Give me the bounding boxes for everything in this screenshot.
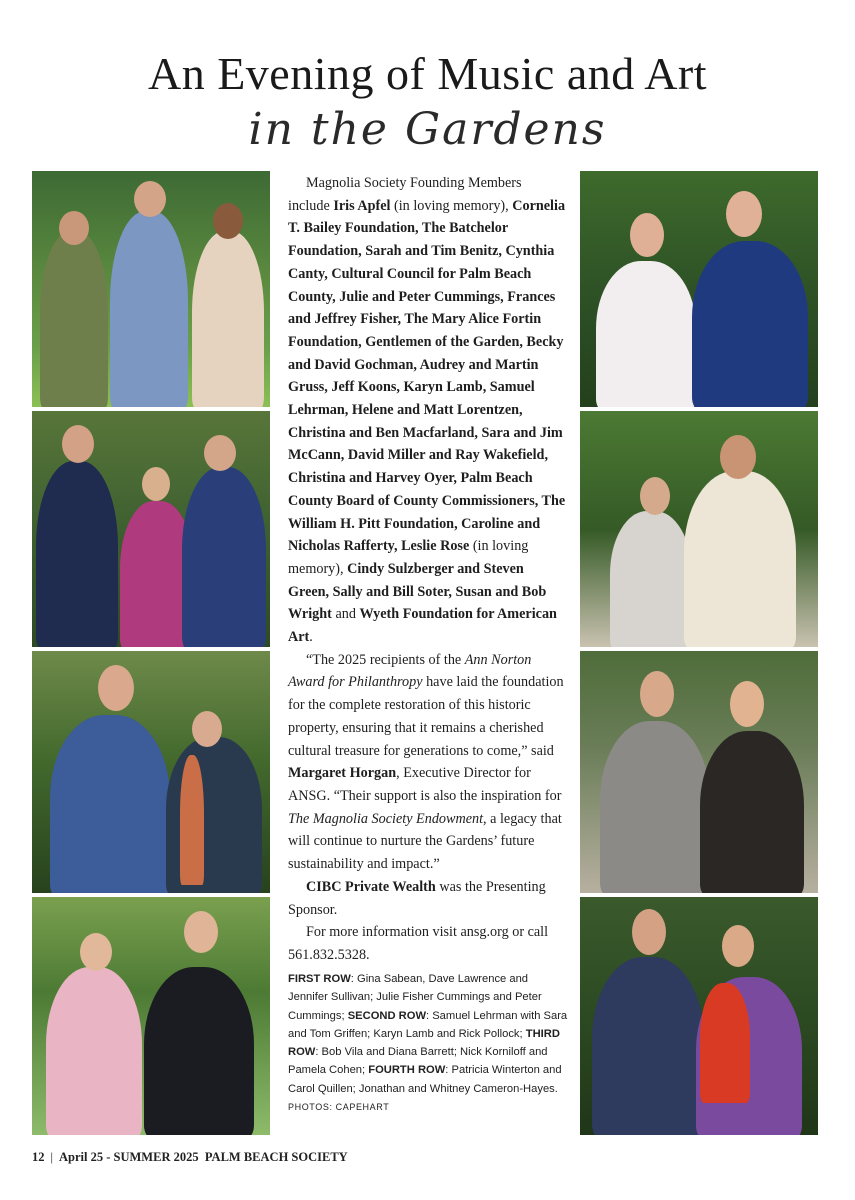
issue-date: April 25 - SUMMER 2025 (59, 1150, 199, 1164)
caption-row-label: THIRD ROW (288, 1027, 560, 1059)
photo-bob-diana (32, 651, 270, 893)
article-body (288, 172, 566, 967)
page-subtitle-script: in the Gardens (248, 104, 607, 155)
photo-karyn-rick (580, 411, 818, 647)
page-title: An Evening of Music and Art (147, 48, 708, 99)
photo-julie-peter (580, 171, 818, 407)
paragraph-founding-members: Magnolia Society Founding Members include Iris Apfel (in loving memory), Cornelia T. Bailey Foundation, The Batchelor Foundation, Sarah and Tim Benitz, Cynthia Canty, Cultural Council for Palm Beach County, Julie and Peter Cummings, Frances and Jeffrey Fisher, The Mary Alice Fortin Foundation, Gentlemen of the Garden, Becky and David Gochman, Audrey and Martin Gruss, Jeff Koons, Karyn Lamb, Samuel Lehrman, Helene and Matt Lorentzen, Christina and Ben Macfarland, Sara and Jim McCann, David Miller and Ray Wakefield, Christina and Harvey Oyer, Palm Beach County Board of County Commissioners, The William H. Pitt Foundation, Caroline and Nicholas Rafferty, Leslie Rose (in loving memory), Cindy Sulzberger and Steven Green, Sally and Bill Soter, Susan and Bob Wright and Wyeth Foundation for American Art. (288, 175, 566, 646)
caption-row-label: SECOND ROW (347, 1009, 426, 1022)
photo-nick-pamela (580, 651, 818, 893)
page-number: 12 (32, 1150, 45, 1164)
caption-row-label: FIRST ROW (288, 973, 351, 985)
photo-gina-dave-jennifer (32, 171, 270, 407)
paragraph-quote: “The 2025 recipients of the Ann Norton Award for Philanthropy have laid the foundation for the complete restoration of this historic property, ensuring that it remains a cherished cultural treasure for generations to come,” said Margaret Horgan, Executive Director for ANSG. “Their support is also the inspiration for The Magnolia Society Endowment, a legacy that will continue to nurture the Gardens’ future sustainability and impact.” (288, 651, 564, 873)
page-folio (32, 1150, 348, 1165)
caption-row-label: FOURTH ROW (368, 1064, 446, 1077)
photo-samuel-sara-tom (32, 411, 270, 647)
photo-patricia-carol (32, 897, 270, 1135)
photo-credit: PHOTOS: CAPEHART (288, 1102, 390, 1113)
folio-separator: | (50, 1150, 54, 1164)
paragraph-more-info: For more information visit ansg.org or call 561.832.5328. (288, 924, 549, 963)
magazine-name: PALM BEACH SOCIETY (204, 1150, 348, 1164)
paragraph-sponsor: CIBC Private Wealth was the Presenting Sponsor. (288, 878, 546, 918)
photo-jonathan-whitney (580, 897, 818, 1135)
photo-captions: FIRST ROW: Gina Sabean, Dave Lawrence and Jennifer Sullivan; Julie Fisher Cummings and Peter Cummings; SECOND ROW: Samuel Lehrman with Sara and Tom Griffen; Karyn Lamb and Rick Pollock; THIRD ROW: Bob Vila and Diana Barrett; Nick Korniloff and Pamela Cohen; FOURTH ROW: Patricia Winterton and Carol Quillen; Jonathan and Whitney Cameron-Hayes. PHOTOS: CAPEHART (288, 973, 568, 1113)
